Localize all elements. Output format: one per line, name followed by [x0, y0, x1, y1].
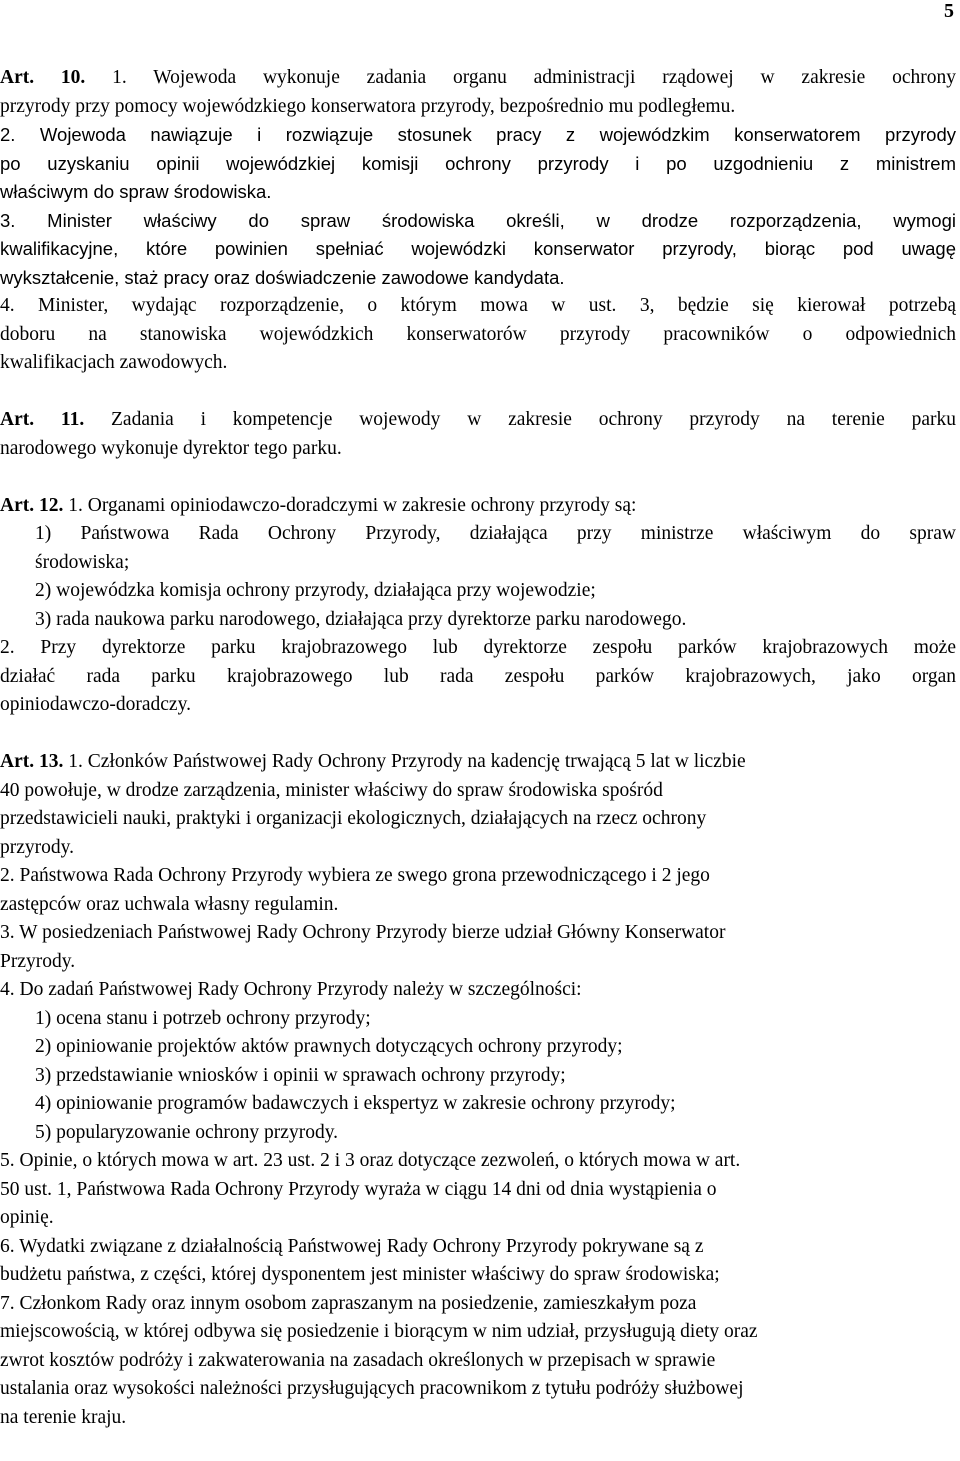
text-line — [0, 264, 956, 293]
page-number: 5 — [944, 0, 954, 22]
article-paragraph — [0, 748, 956, 1432]
text-line — [0, 634, 956, 663]
line-text: budżetu państwa, z części, której dysponentem jest minister właściwy do spraw środowiska; — [0, 1264, 720, 1285]
text-line — [0, 1005, 956, 1034]
article-paragraph — [0, 64, 956, 121]
line-text: przyrody przy pomocy wojewódzkiego konserwatora przyrody, bezpośrednio mu podległemu. — [0, 95, 736, 117]
line-text: doboru na stanowiska wojewódzkich konserwatorów przyrody pracowników o odpowiednich — [0, 323, 956, 345]
line-text: Zadania i kompetencje wojewody w zakresie ochrony przyrody na terenie parku — [111, 409, 956, 430]
article — [0, 748, 956, 1432]
text-line — [0, 862, 956, 891]
line-text: 5) popularyzowanie ochrony przyrody. — [35, 1121, 339, 1143]
line-text: 1. Wojewoda wykonuje zadania organu administracji rządowej w zakresie ochrony — [112, 67, 956, 88]
article-paragraph — [0, 121, 956, 292]
text-line — [0, 1290, 956, 1319]
article — [0, 406, 956, 463]
line-text: ustalania oraz wysokości należności przysługujących pracownikom z tytułu podróży służbowej — [0, 1378, 744, 1399]
text-line — [0, 349, 956, 378]
text-line — [0, 1404, 956, 1433]
line-text: 6. Wydatki związane z działalnością Państwowej Rady Ochrony Przyrody pokrywane są z — [0, 1235, 704, 1257]
text-line — [0, 292, 956, 321]
text-line — [0, 834, 956, 863]
line-text: 40 powołuje, w drodze zarządzenia, minister właściwy do spraw środowiska spośród — [0, 779, 663, 801]
text-line — [0, 150, 956, 179]
text-line — [0, 663, 956, 692]
text-line — [0, 207, 956, 236]
article-number: Art. 12. — [0, 494, 64, 516]
line-text: przedstawicieli nauki, praktyki i organizacji ekologicznych, działających na rzecz ochrony — [0, 808, 707, 829]
line-text: 2. Przy dyrektorze parku krajobrazowego lub dyrektorze zespołu parków krajobrazowych może — [0, 637, 956, 658]
line-text: 5. Opinie, o których mowa w art. 23 ust. 2 i 3 oraz dotyczące zezwoleń, o których mowa w art. — [0, 1150, 741, 1171]
line-text: wykształcenie, staż pracy oraz doświadczenie zawodowe kandydata. — [0, 266, 565, 288]
line-text: 3. W posiedzeniach Państwowej Rady Ochrony Przyrody bierze udział Główny Konserwator — [0, 922, 726, 943]
line-text: 4. Do zadań Państwowej Rady Ochrony Przyrody należy w szczególności: — [0, 979, 582, 1000]
article — [0, 492, 956, 720]
text-line — [0, 1347, 956, 1376]
article-paragraph — [0, 292, 956, 378]
article-paragraph — [0, 406, 956, 463]
text-line — [0, 919, 956, 948]
line-text: na terenie kraju. — [0, 1406, 127, 1428]
line-text: zwrot kosztów podróży i zakwaterowania na zasadach określonych w przepisach w sprawie — [0, 1349, 716, 1371]
text-line — [0, 1090, 956, 1119]
text-line — [0, 1204, 956, 1233]
article — [0, 64, 956, 378]
line-text: 7. Członkom Rady oraz innym osobom zapraszanym na posiedzenie, zamieszkałym poza — [0, 1292, 697, 1314]
line-text: przyrody. — [0, 836, 75, 858]
text-line — [0, 1033, 956, 1062]
line-text: kwalifikacjach zawodowych. — [0, 352, 228, 373]
text-line — [0, 606, 956, 635]
line-text: środowiska; — [35, 551, 130, 573]
text-line — [0, 1318, 956, 1347]
article-number: Art. 13. — [0, 751, 64, 772]
line-text: zastępców oraz uchwala własny regulamin. — [0, 893, 339, 915]
line-text: 1) Państwowa Rada Ochrony Przyrody, działająca przy ministrze właściwym do spraw — [35, 523, 956, 544]
text-line — [0, 1261, 956, 1290]
line-text: 3. Minister właściwy do spraw środowiska określi, w drodze rozporządzenia, wymogi — [0, 209, 956, 231]
text-line — [0, 748, 956, 777]
article-number: Art. 11. — [0, 409, 85, 430]
line-text: 1) ocena stanu i potrzeb ochrony przyrody; — [35, 1007, 371, 1029]
line-text: kwalifikacyjne, które powinien spełniać wojewódzki konserwator przyrody, biorąc pod uwagę — [0, 238, 956, 259]
text-line — [0, 577, 956, 606]
line-text: 2. Państwowa Rada Ochrony Przyrody wybiera ze swego grona przewodniczącego i 2 jego — [0, 865, 710, 886]
text-line — [0, 1176, 956, 1205]
line-text: działać rada parku krajobrazowego lub rada zespołu parków krajobrazowych, jako organ — [0, 665, 956, 687]
text-line — [0, 805, 956, 834]
text-line — [0, 1233, 956, 1262]
line-text: opinię. — [0, 1207, 54, 1228]
text-line — [0, 235, 956, 264]
text-line — [0, 121, 956, 150]
line-text: 2. Wojewoda nawiązuje i rozwiązuje stosunek pracy z wojewódzkim konserwatorem przyrody — [0, 124, 956, 145]
text-line — [0, 976, 956, 1005]
text-line — [0, 520, 956, 549]
article-number: Art. 10. — [0, 67, 86, 88]
text-line — [0, 321, 956, 350]
line-text: miejscowością, w której odbywa się posiedzenie i biorącym w nim udział, przysługują diety oraz — [0, 1321, 758, 1342]
line-text: Przyrody. — [0, 950, 76, 972]
line-text: po uzyskaniu opinii wojewódzkiej komisji ochrony przyrody i po uzgodnieniu z ministrem — [0, 152, 956, 174]
text-line — [0, 406, 956, 435]
line-text: 3) rada naukowa parku narodowego, działająca przy dyrektorze parku narodowego. — [35, 608, 687, 630]
text-line — [0, 1147, 956, 1176]
text-line — [0, 1119, 956, 1148]
text-line — [0, 891, 956, 920]
line-text: 2) wojewódzka komisja ochrony przyrody, działająca przy wojewodzie; — [35, 580, 596, 601]
line-text: 4. Minister, wydając rozporządzenie, o którym mowa w ust. 3, będzie się kierował potrzebą — [0, 295, 956, 316]
line-text: narodowego wykonuje dyrektor tego parku. — [0, 437, 342, 459]
text-line — [0, 93, 956, 122]
line-text: opiniodawczo-doradczy. — [0, 694, 191, 715]
line-text: 1. Organami opiniodawczo-doradczymi w zakresie ochrony przyrody są: — [68, 494, 637, 516]
text-line — [0, 1062, 956, 1091]
line-text: 3) przedstawianie wniosków i opinii w sprawach ochrony przyrody; — [35, 1064, 566, 1086]
text-line — [0, 435, 956, 464]
text-line — [0, 549, 956, 578]
text-line — [0, 64, 956, 93]
article-paragraph — [0, 492, 956, 720]
text-line — [0, 691, 956, 720]
line-text: 50 ust. 1, Państwowa Rada Ochrony Przyrody wyraża w ciągu 14 dni od dnia wystąpienia o — [0, 1178, 717, 1200]
line-text: właściwym do spraw środowiska. — [0, 181, 272, 202]
line-text: 4) opiniowanie programów badawczych i ekspertyz w zakresie ochrony przyrody; — [35, 1093, 676, 1114]
document-body — [0, 64, 956, 1461]
line-text: 2) opiniowanie projektów aktów prawnych dotyczących ochrony przyrody; — [35, 1036, 623, 1057]
text-line — [0, 948, 956, 977]
text-line — [0, 492, 956, 521]
text-line — [0, 1375, 956, 1404]
text-line — [0, 178, 956, 207]
text-line — [0, 777, 956, 806]
line-text: 1. Członków Państwowej Rady Ochrony Przyrody na kadencję trwającą 5 lat w liczbie — [68, 751, 746, 772]
